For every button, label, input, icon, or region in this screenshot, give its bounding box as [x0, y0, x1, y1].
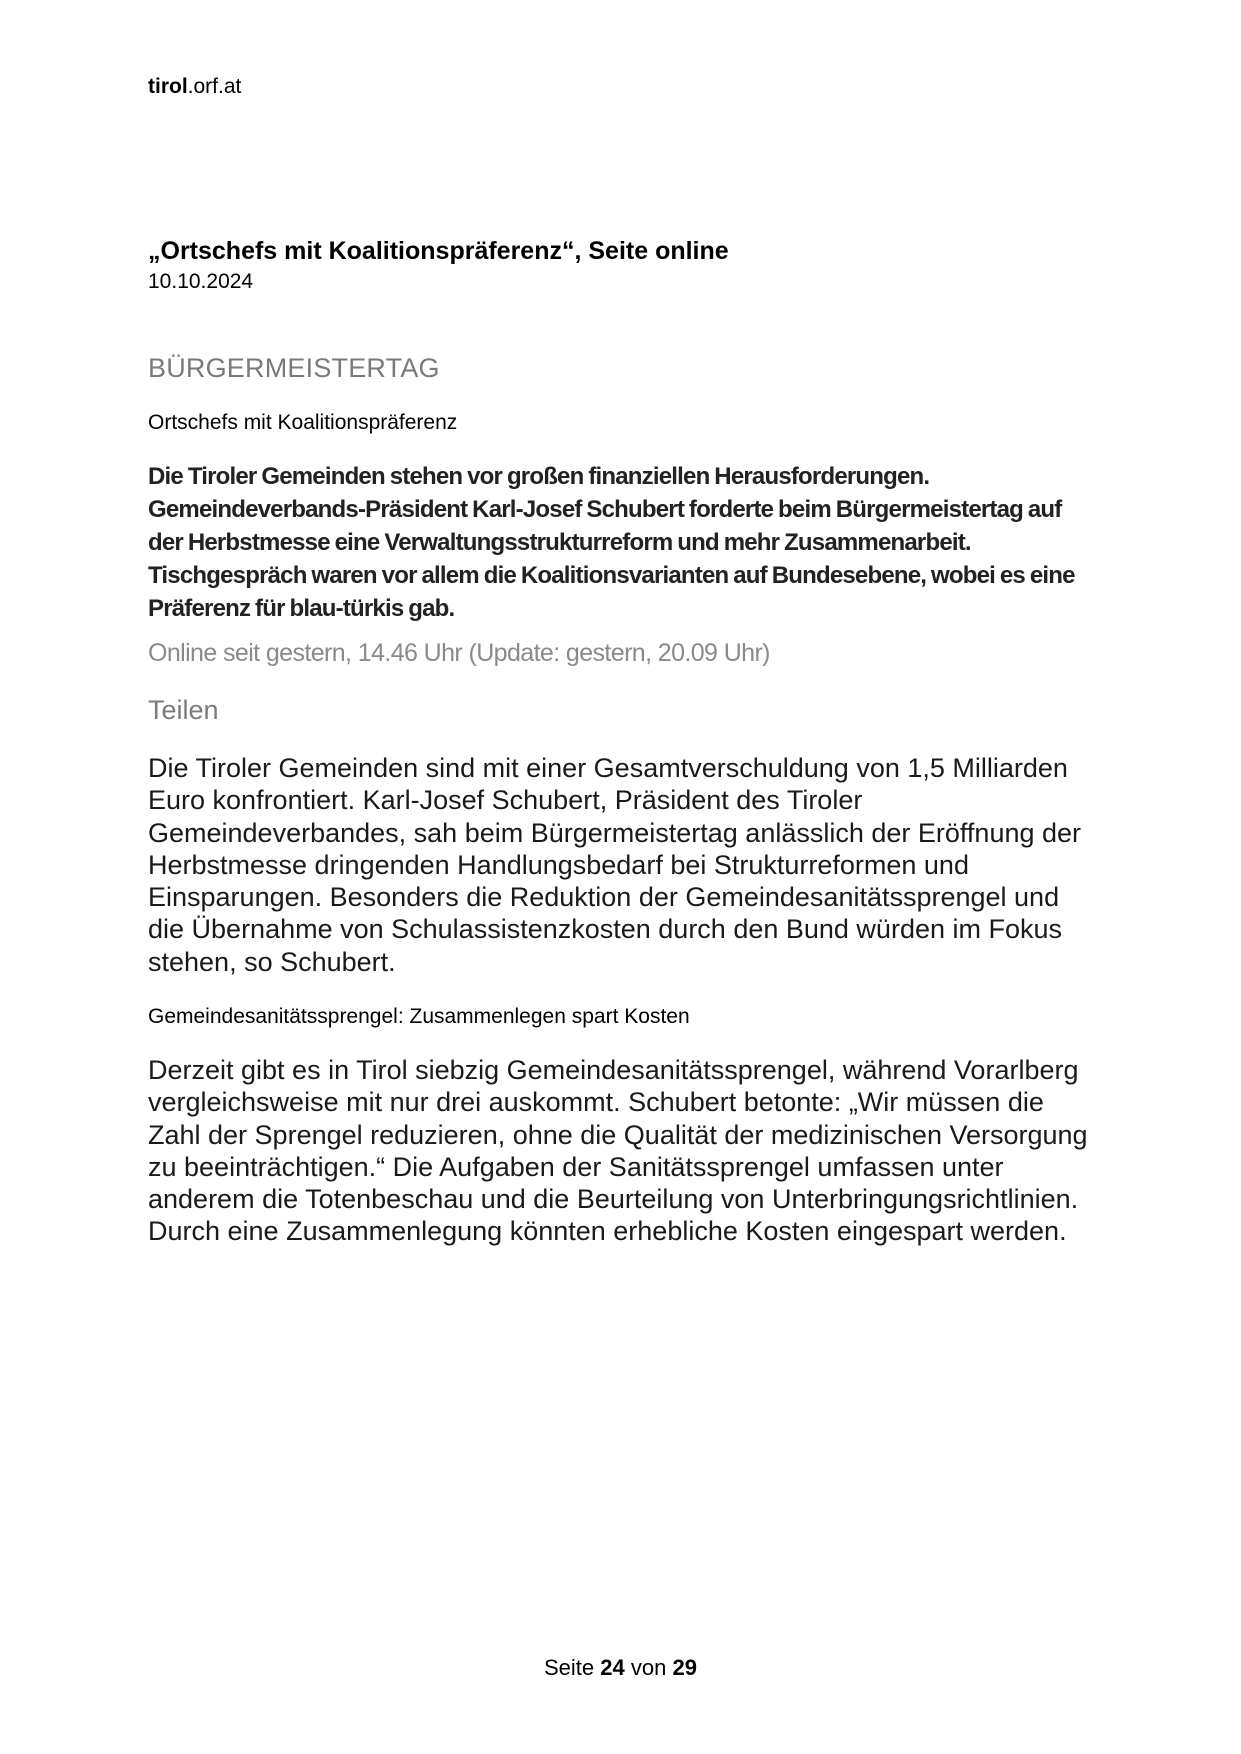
article-timestamp: Online seit gestern, 14.46 Uhr (Update: gestern, 20.09 Uhr): [148, 639, 770, 667]
article-paragraph: Derzeit gibt es in Tirol siebzig Gemeindesanitätssprengel, während Vorarlberg vergleichsweise mit nur drei auskommt. Schubert betonte: „Wir müssen die Zahl der Sprengel reduzieren, ohne die Qualität der medizinischen Versorgung zu beeinträchtigen.“ Die Aufgaben der Sanitätssprengel umfassen unter anderem die Totenbeschau und die Beurteilung von Unterbringungsrichtlinien. Durch eine Zusammenlegung könnten erhebliche Kosten eingespart werden.: [148, 1055, 1088, 1247]
page-number-separator: von: [630, 1655, 667, 1680]
page-number-prefix: Seite: [544, 1655, 595, 1680]
article-lead: Die Tiroler Gemeinden stehen vor großen finanziellen Herausforderungen. Gemeindeverbands-Präsident Karl-Josef Schubert forderte beim Bürgermeistertag auf der Herbstmesse eine Verwaltungsstrukturreform und mehr Zusammenarbeit. Tischgespräch waren vor allem die Koalitionsvarianten auf Bundesebene, wobei es eine Präferenz für blau-türkis gab.: [148, 463, 1075, 622]
share-label: Teilen: [148, 695, 219, 725]
source-site: [148, 74, 241, 100]
document-date: 10.10.2024: [148, 270, 254, 293]
article-paragraph: Die Tiroler Gemeinden sind mit einer Gesamtverschuldung von 1,5 Milliarden Euro konfrontiert. Karl-Josef Schubert, Präsident des Tiroler Gemeindeverbandes, sah beim Bürgermeistertag anlässlich der Eröffnung der Herbstmesse dringenden Handlungsbedarf bei Strukturreformen und Einsparungen. Besonders die Reduktion der Gemeindesanitätssprengel und die Übernahme von Schulassistenzkosten durch den Bund würden im Fokus stehen, so Schubert.: [148, 753, 1082, 977]
page-number-current: 24: [600, 1655, 625, 1680]
document-title: „Ortschefs mit Koalitionspräferenz“, Seite online: [148, 237, 729, 265]
source-site-bold: tirol: [148, 75, 188, 98]
article-subheading: Gemeindesanitätssprengel: Zusammenlegen spart Kosten: [148, 1005, 690, 1028]
article-headline: Ortschefs mit Koalitionspräferenz: [148, 411, 458, 434]
section-label: BÜRGERMEISTERTAG: [148, 353, 440, 383]
source-site-domain: .orf.at: [187, 75, 242, 98]
page-number: [0, 1655, 1241, 1681]
page-number-total: 29: [672, 1655, 697, 1680]
